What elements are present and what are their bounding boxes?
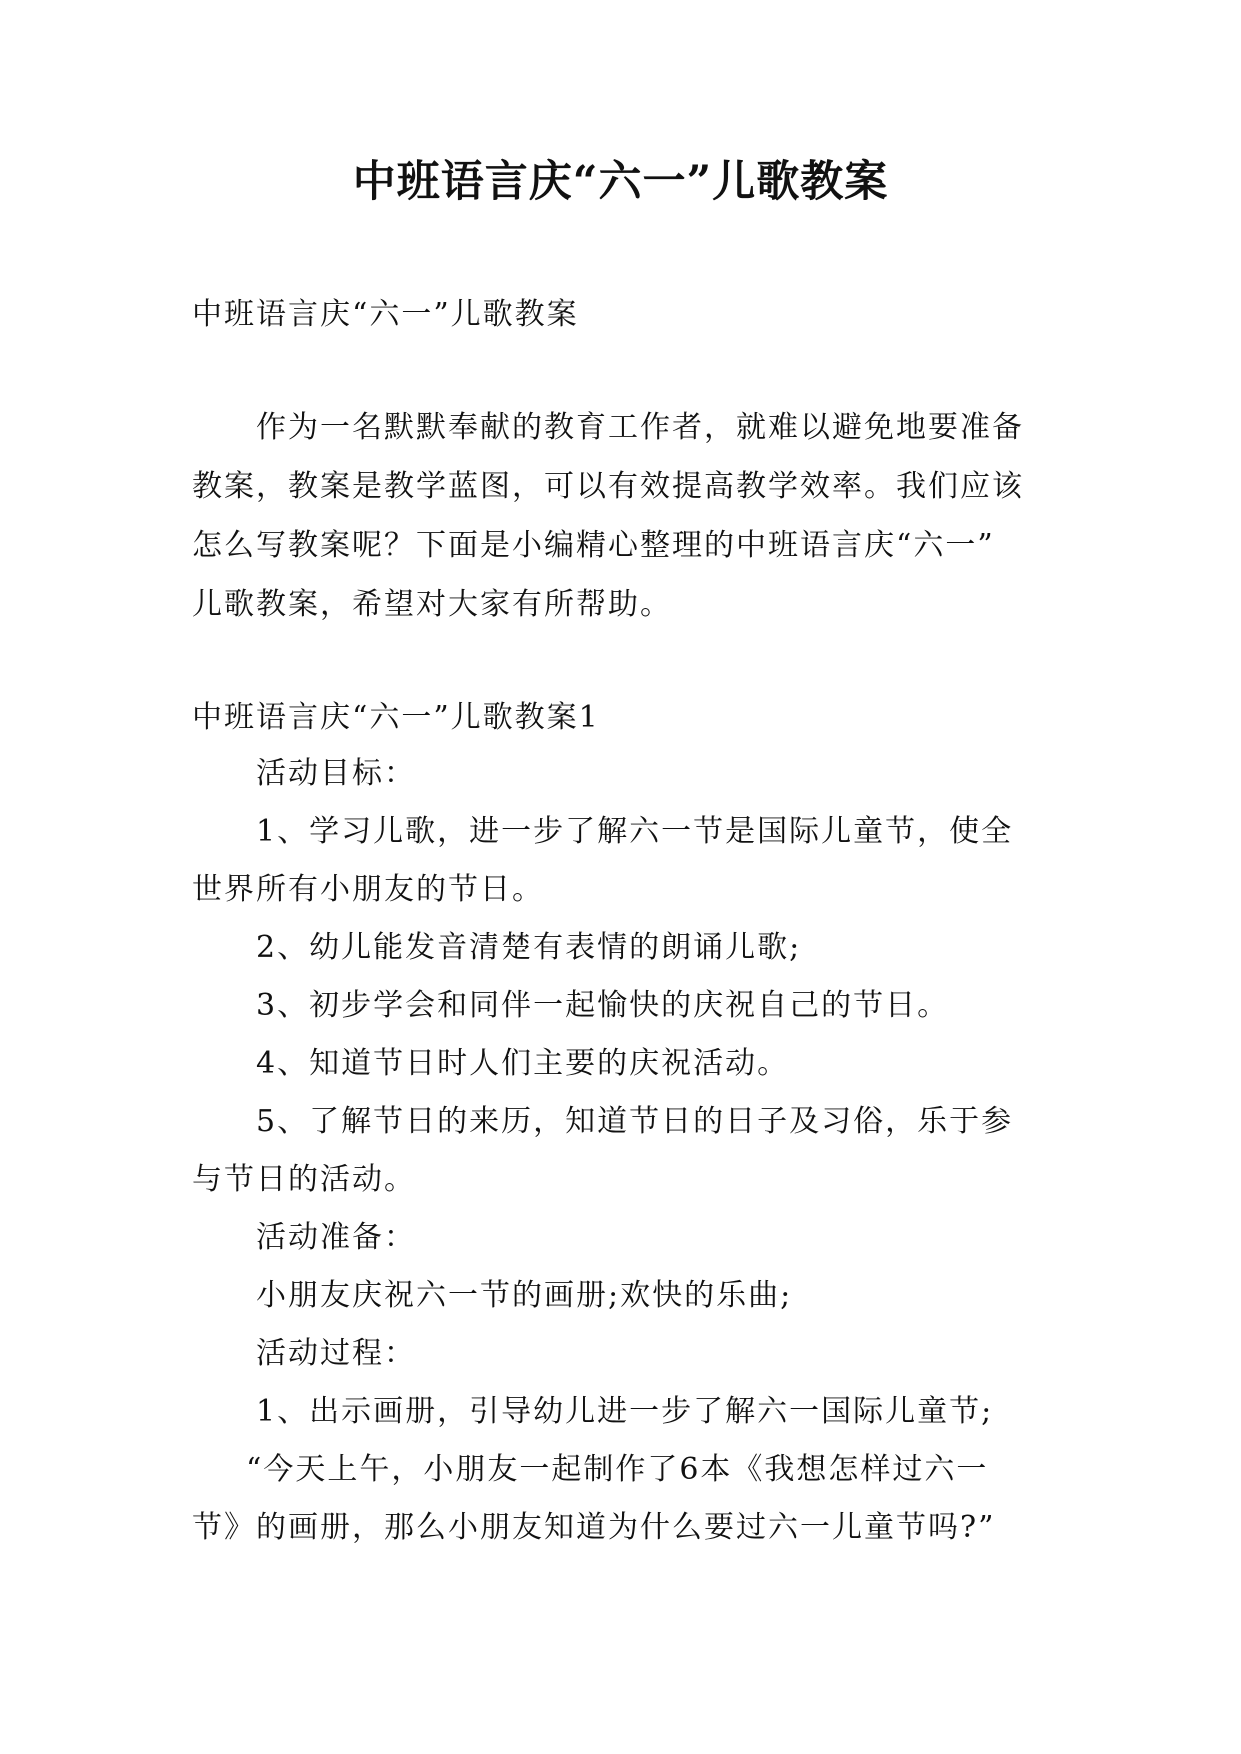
body-line-goal-2: 2、幼儿能发音清楚有表情的朗诵儿歌; (256, 930, 802, 965)
intro-line-2: 教案，教案是教学蓝图，可以有效提高教学效率。我们应该 (192, 469, 1024, 504)
body-line-prep-heading: 活动准备： (256, 1220, 416, 1255)
body-line-goal-5b: 与节日的活动。 (192, 1162, 416, 1197)
body-line-goal-4: 4、知道节日时人们主要的庆祝活动。 (256, 1046, 790, 1081)
body-line-goal-1a: 1、学习儿歌，进一步了解六一节是国际儿童节，使全 (256, 814, 1014, 849)
body-line-goal-5a: 5、了解节日的来历，知道节日的日子及习俗，乐于参 (256, 1104, 1014, 1139)
body-line-quote-a: “今天上午，小朋友一起制作了6本《我想怎样过六一 (246, 1452, 989, 1487)
body-line-goal-1b: 世界所有小朋友的节日。 (192, 872, 544, 907)
section-heading: 中班语言庆“六一”儿歌教案1 (192, 700, 600, 735)
body-line-quote-b: 节》的画册，那么小朋友知道为什么要过六一儿童节吗?” (192, 1510, 996, 1545)
intro-line-4: 儿歌教案，希望对大家有所帮助。 (192, 587, 672, 622)
document-subtitle: 中班语言庆“六一”儿歌教案 (192, 297, 579, 332)
body-line-goal-3: 3、初步学会和同伴一起愉快的庆祝自己的节日。 (256, 988, 950, 1023)
document-title: 中班语言庆“六一”儿歌教案 (352, 157, 889, 207)
intro-line-3: 怎么写教案呢？下面是小编精心整理的中班语言庆“六一” (192, 528, 995, 563)
body-line-goals-heading: 活动目标： (256, 756, 416, 791)
body-line-process-1: 1、出示画册，引导幼儿进一步了解六一国际儿童节; (256, 1394, 994, 1429)
body-line-prep-materials: 小朋友庆祝六一节的画册;欢快的乐曲; (256, 1278, 793, 1313)
body-line-process-heading: 活动过程： (256, 1336, 416, 1371)
intro-line-1: 作为一名默默奉献的教育工作者，就难以避免地要准备 (256, 410, 1024, 445)
